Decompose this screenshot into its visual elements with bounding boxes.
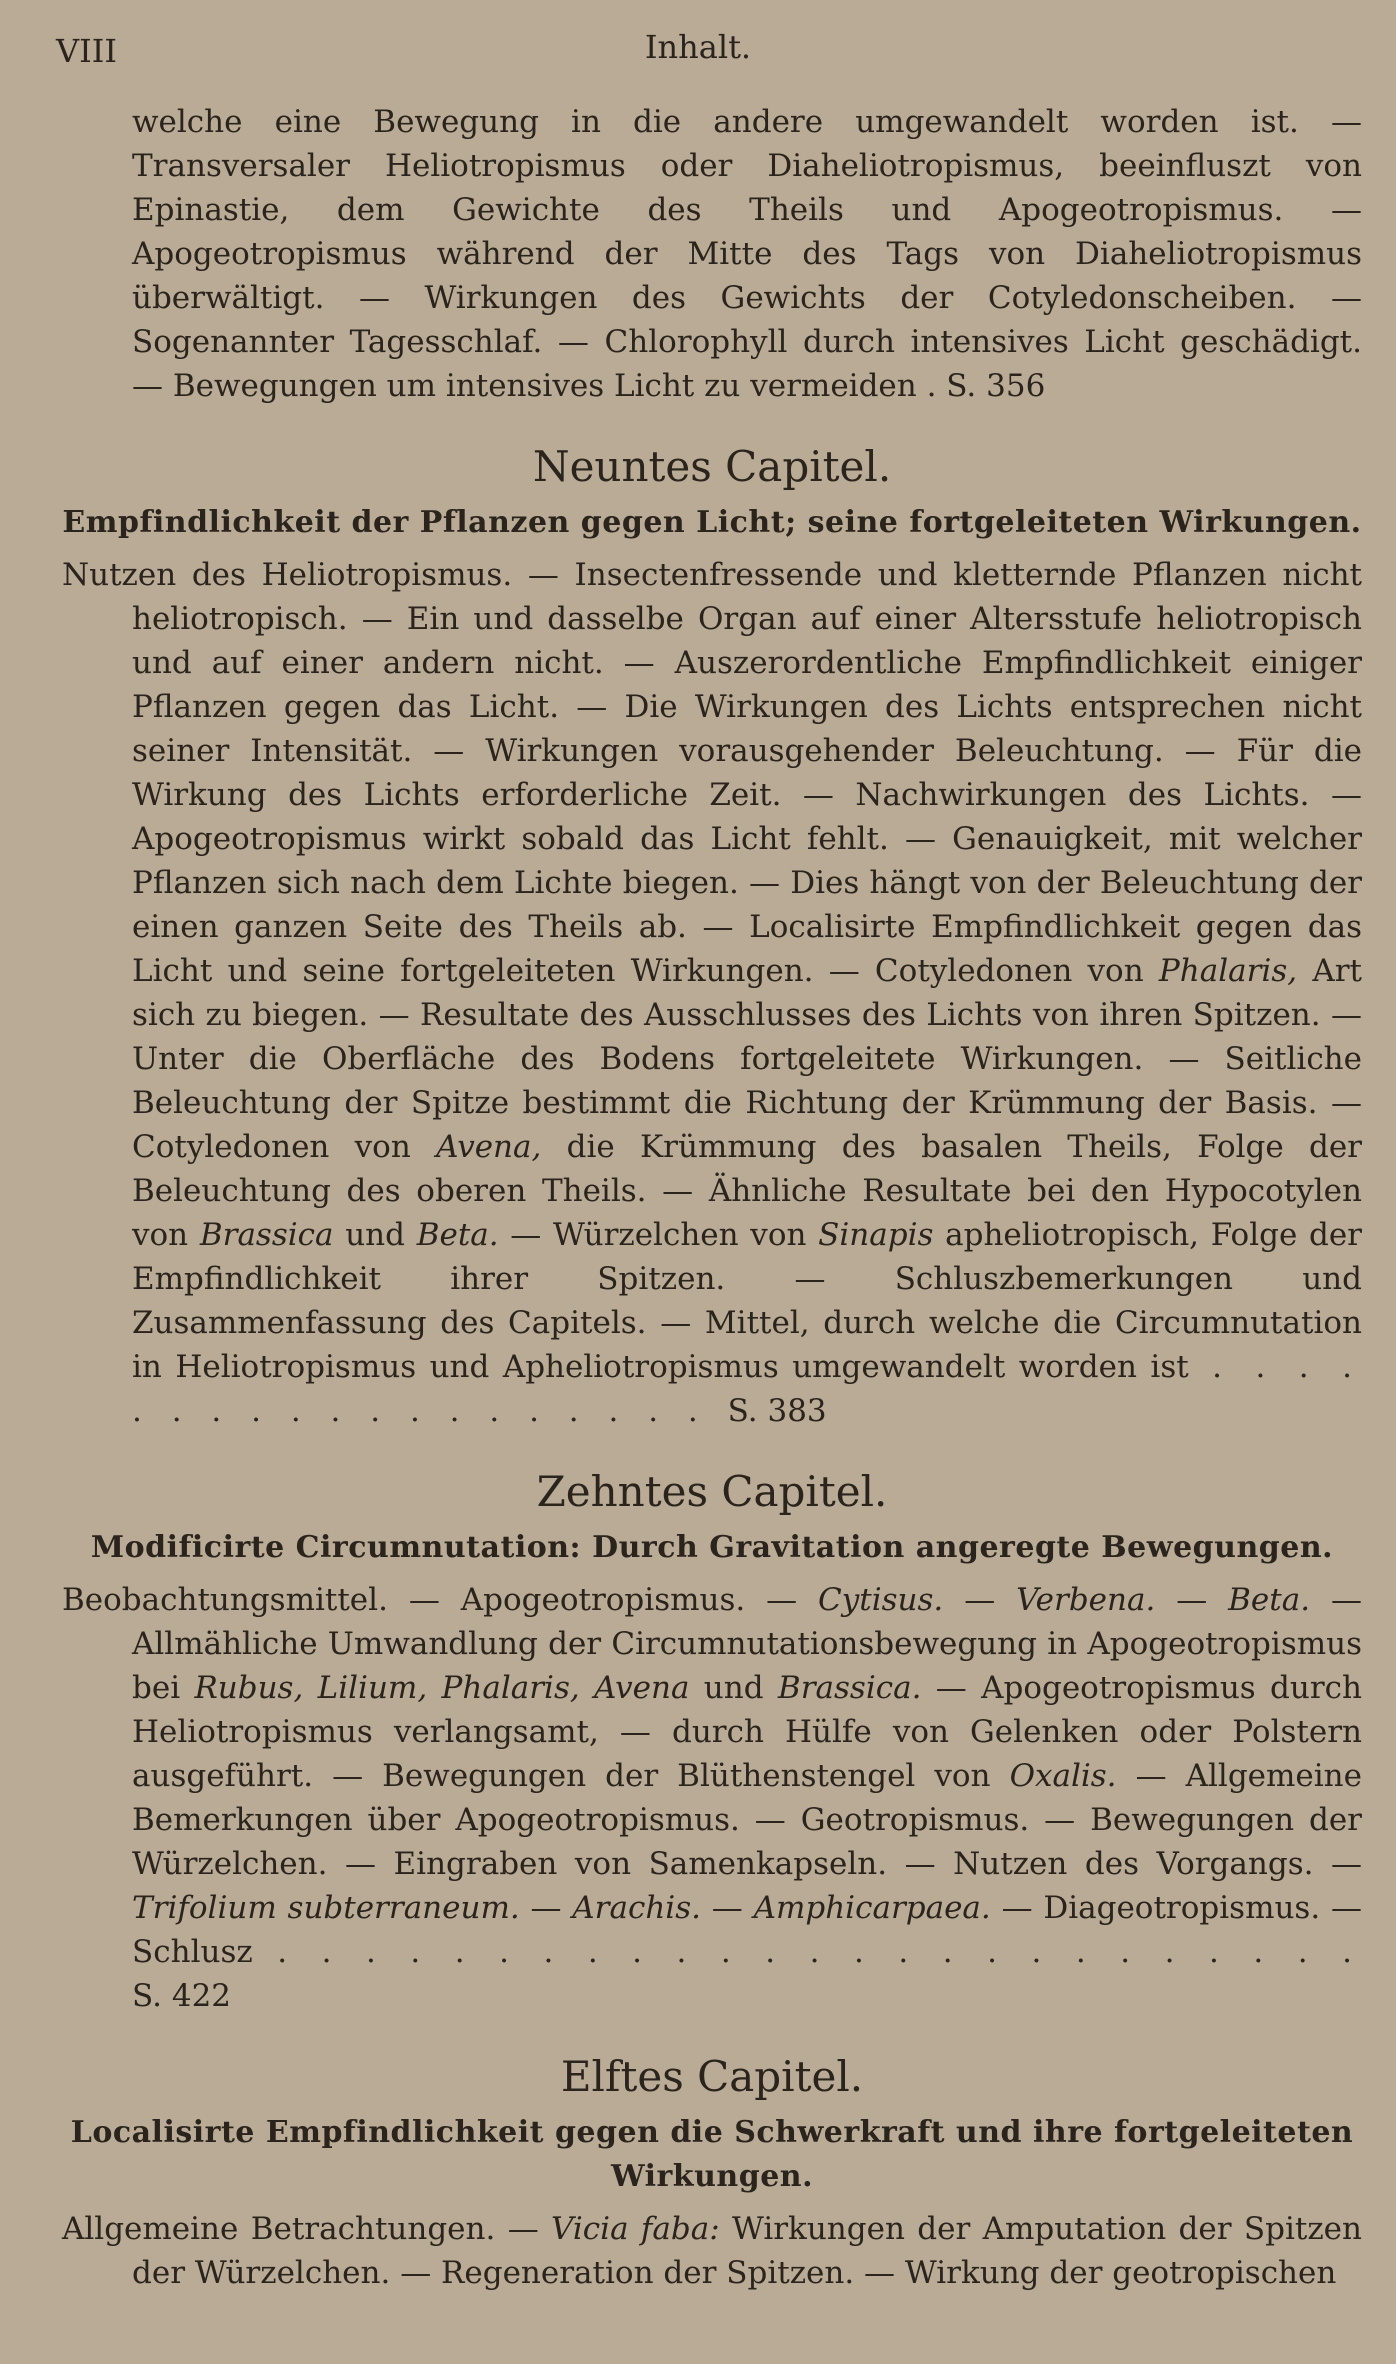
chapter-heading-11: Elftes Capitel. bbox=[560, 2052, 864, 2101]
toc-entry-chapter-10: Beobachtungsmittel. — Apogeotropismus. — Cytisus. — Verbena. — Beta. — Allmähliche Umwandlung der Circumnutationsbewegung in Apogeotropismus bei Rubus, Lilium, Phalaris, Avena und Brassica. — Apogeotropismus durch Heliotropismus verlangsamt, — durch Hülfe von Gelenken oder Polstern ausgeführt. — Bewegungen der Blüthenstengel von Oxalis. — Allgemeine Bemerkungen über Apogeotropismus. — Geotropismus. — Bewegungen der Würzelchen. — Eingraben von Samenkapseln. — Nutzen des Vorgangs. — Trifolium subterraneum. — Arachis. — Amphicarpaea. — Diageotropismus. — Schlusz . . . . . . . . . . . . . . . . . . . . . . . . . S. 422 bbox=[62, 1582, 1362, 2014]
page-header bbox=[0, 22, 1396, 72]
chapter-subtitle-9: Empfindlichkeit der Pflanzen gegen Licht; seine fortgeleiteten Wirkungen. bbox=[62, 505, 1362, 540]
table-of-contents bbox=[62, 100, 1362, 2295]
toc-entry-chapter-11: Allgemeine Betrachtungen. — Vicia faba: Wirkungen der Amputation der Spitzen der Würzelchen. — Regeneration der Spitzen. — Wirkung der geotropischen bbox=[62, 2211, 1362, 2291]
running-title: Inhalt. bbox=[644, 28, 752, 66]
dot-leader: . . . . . . . . . . . . . . . . . . . bbox=[132, 1349, 1362, 1429]
toc-entry-chapter-9: Nutzen des Heliotropismus. — Insectenfressende und kletternde Pflanzen nicht heliotropisch. — Ein und dasselbe Organ auf einer Altersstufe heliotropisch und auf einer andern nicht. — Auszerordentliche Empfindlichkeit einiger Pflanzen gegen das Licht. — Die Wirkungen des Lichts entsprechen nicht seiner Intensität. — Wirkungen vorausgehender Beleuchtung. — Für die Wirkung des Lichts erforderliche Zeit. — Nachwirkungen des Lichts. — Apogeotropismus wirkt sobald das Licht fehlt. — Genauigkeit, mit welcher Pflanzen sich nach dem Lichte biegen. — Dies hängt von der Beleuchtung der einen ganzen Seite des Theils ab. — Localisirte Empfindlichkeit gegen das Licht und seine fortgeleiteten Wirkungen. — Cotyledonen von Phalaris, Art sich zu biegen. — Resultate des Ausschlusses des Lichts von ihren Spitzen. — Unter die Oberfläche des Bodens fortgeleitete Wirkungen. — Seitliche Beleuchtung der Spitze bestimmt die Richtung der Krümmung der Basis. — Cotyledonen von Avena, die Krümmung des basalen Theils, Folge der Beleuchtung des oberen Theils. — Ähnliche Resultate bei den Hypocotylen von Brassica und Beta. — Würzelchen von Sinapis apheliotropisch, Folge der Empfindlichkeit ihrer Spitzen. — Schluszbemerkungen und Zusammenfassung des Capitels. — Mittel, durch welche die Circumnutation in Heliotropismus und Apheliotropismus umgewandelt worden ist . . . . . . . . . . . . . . . . . . . S. 383 bbox=[62, 557, 1363, 1429]
page-reference: S. 383 bbox=[727, 1393, 827, 1429]
page-number: VIII bbox=[56, 32, 118, 70]
chapter-heading-10: Zehntes Capitel. bbox=[536, 1467, 888, 1516]
toc-entry-continued: welche eine Bewegung in die andere umgewandelt worden ist. — Transversaler Heliotropismus oder Diaheliotropismus, beeinfluszt von Epinastie, dem Gewichte des Theils und Apogeotropismus. — Apogeotropismus während der Mitte des Tags von Diaheliotropismus überwältigt. — Wirkungen des Gewichts der Cotyledonscheiben. — Sogenannter Tagesschlaf. — Chlorophyll durch intensives Licht geschädigt. — Bewegungen um intensives Licht zu vermeiden . S. 356 bbox=[132, 104, 1362, 404]
chapter-heading-9: Neuntes Capitel. bbox=[532, 442, 892, 491]
dot-leader: . . . . . . . . . . . . . . . . . . . . . . . . . bbox=[252, 1934, 1362, 1970]
page-reference: S. 356 bbox=[946, 368, 1046, 404]
page-reference: S. 422 bbox=[132, 1978, 232, 2014]
chapter-subtitle-10: Modificirte Circumnutation: Durch Gravitation angeregte Bewegungen. bbox=[90, 1530, 1334, 1565]
chapter-subtitle-11: Localisirte Empfindlichkeit gegen die Schwerkraft und ihre fortgeleiteten Wirkungen. bbox=[70, 2115, 1354, 2194]
